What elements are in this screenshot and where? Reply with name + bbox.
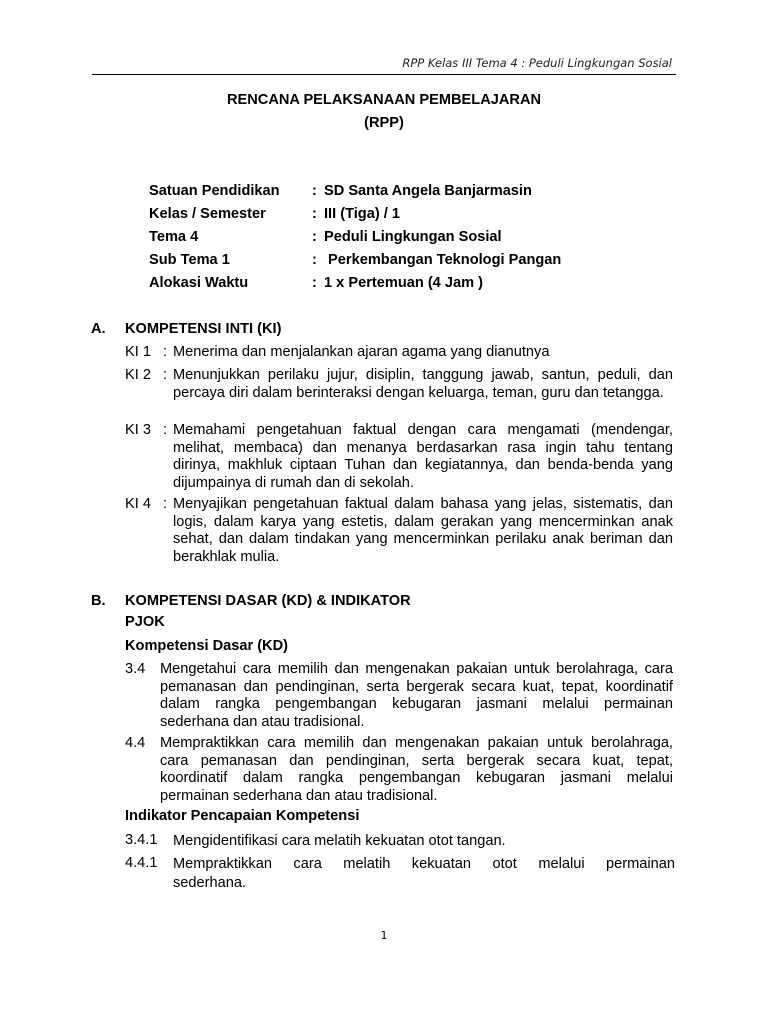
- section-b-title: KOMPETENSI DASAR (KD) & INDIKATOR: [125, 593, 411, 609]
- page-number: 1: [380, 929, 388, 942]
- kd-item: [125, 735, 673, 805]
- identity-colon: :: [312, 275, 317, 291]
- running-header: RPP Kelas III Tema 4 : Peduli Lingkungan Sosial: [402, 56, 672, 70]
- ki-code: KI 3: [125, 422, 151, 438]
- indicator-text: Mengidentifikasi cara melatih kekuatan otot tangan.: [173, 833, 506, 849]
- indicator-number: 4.4.1: [125, 855, 158, 871]
- identity-value: Perkembangan Teknologi Pangan: [324, 252, 562, 268]
- indicator-item: [125, 855, 675, 893]
- ki-code: KI 1: [125, 344, 151, 360]
- identity-value: Peduli Lingkungan Sosial: [324, 229, 502, 245]
- kd-heading: Kompetensi Dasar (KD): [125, 638, 288, 654]
- ki-colon: :: [163, 344, 168, 360]
- ki-text: Menyajikan pengetahuan faktual dalam bahasa yang jelas, sistematis, dan logis, dalam karya yang estetis, dalam gerakan yang mencerminkan anak sehat, dan dalam tindakan yang mencerminkan perilaku anak beriman dan berakhlak mulia.: [173, 496, 673, 565]
- indicator-item: [125, 832, 675, 851]
- ki-item: [125, 422, 673, 492]
- subject-heading: PJOK: [125, 614, 165, 630]
- identity-value: SD Santa Angela Banjarmasin: [324, 183, 532, 199]
- identity-label: Satuan Pendidikan: [149, 183, 280, 199]
- ki-colon: :: [163, 367, 168, 383]
- ki-item: [125, 367, 673, 402]
- kd-text: Mempraktikkan cara memilih dan mengenakan pakaian untuk berolahraga, cara pemanasan dan pendinginan, serta bergerak secara kuat, tepat, koordinatif dalam rangka pengembangan kebugaran jasmani melalui permainan sederhana dan atau tradisional.: [160, 735, 673, 804]
- identity-label: Kelas / Semester: [149, 206, 266, 222]
- indicator-heading: Indikator Pencapaian Kompetensi: [125, 808, 360, 824]
- ki-code: KI 4: [125, 496, 151, 512]
- identity-label: Alokasi Waktu: [149, 275, 249, 291]
- header-divider: [92, 74, 676, 75]
- section-a-title: KOMPETENSI INTI (KI): [125, 321, 282, 337]
- ki-code: KI 2: [125, 367, 151, 383]
- ki-item: [125, 496, 673, 566]
- kd-number: 3.4: [125, 661, 146, 677]
- document-title: RENCANA PELAKSANAAN PEMBELAJARAN: [226, 92, 542, 108]
- identity-value: III (Tiga) / 1: [324, 206, 400, 222]
- kd-item: [125, 661, 673, 731]
- ki-text: Memahami pengetahuan faktual dengan cara mengamati (mendengar, melihat, membaca) dan menanya berdasarkan rasa ingin tahu tentang dirinya, makhluk ciptaan Tuhan dan kegiatannya, dan benda-benda yang dijumpainya di rumah dan di sekolah.: [173, 422, 673, 491]
- section-b-letter: B.: [91, 593, 106, 609]
- ki-text: Menunjukkan perilaku jujur, disiplin, tanggung jawab, santun, peduli, dan percaya diri dalam berinteraksi dengan keluarga, teman, guru dan tetangga.: [173, 367, 673, 401]
- document-subtitle: (RPP): [364, 115, 404, 131]
- ki-colon: :: [163, 496, 168, 512]
- indicator-number: 3.4.1: [125, 832, 158, 848]
- identity-label: Sub Tema 1: [149, 252, 230, 268]
- identity-colon: :: [312, 183, 317, 199]
- identity-colon: :: [312, 229, 317, 245]
- indicator-text-line: sederhana.: [173, 875, 247, 891]
- ki-colon: :: [163, 422, 168, 438]
- indicator-text-line: Mempraktikkan cara melatih kekuatan otot melalui permainan: [173, 856, 675, 872]
- section-a-letter: A.: [91, 321, 106, 337]
- identity-value: 1 x Pertemuan (4 Jam ): [324, 275, 483, 291]
- kd-number: 4.4: [125, 735, 146, 751]
- identity-label: Tema 4: [149, 229, 199, 245]
- identity-colon: :: [312, 206, 317, 222]
- ki-item: [125, 344, 673, 362]
- ki-text: Menerima dan menjalankan ajaran agama yang dianutnya: [173, 344, 550, 360]
- identity-colon: :: [312, 252, 317, 268]
- kd-text: Mengetahui cara memilih dan mengenakan pakaian untuk berolahraga, cara pemanasan dan pendinginan, serta bergerak secara kuat, tepat, koordinatif dalam rangka pengembangan kebugaran jasmani melalui permainan sederhana dan atau tradisional.: [160, 661, 673, 730]
